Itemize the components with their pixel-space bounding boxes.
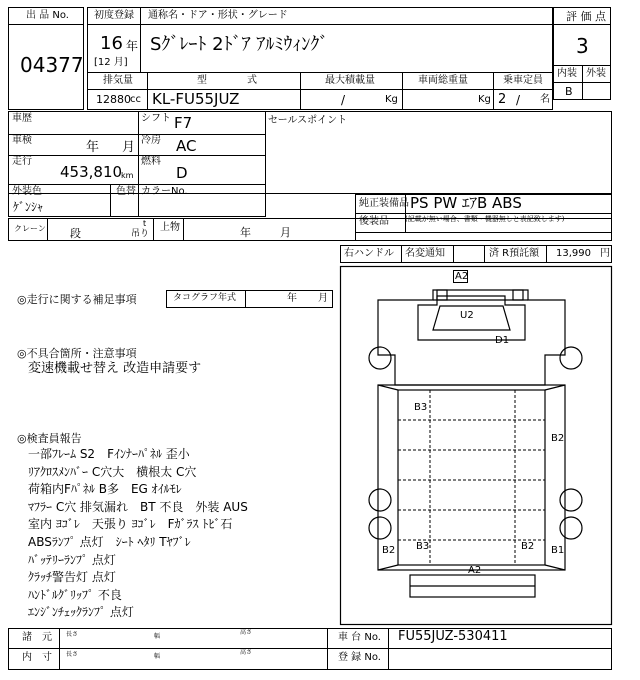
defect-text: 変速機載せ替え 改造申請要す [28, 361, 202, 376]
first-reg-month: [12 月] [94, 57, 128, 68]
max-load-label: 最大積載量 [325, 75, 375, 86]
year-unit: 年 [126, 39, 139, 53]
upload-month: 月 [280, 226, 291, 239]
inner-length-label: 長さ [66, 651, 79, 658]
fuel-label: 燃料 [141, 156, 161, 167]
eval-score: 3 [576, 34, 589, 58]
chassis-value: FU55JUZ-530411 [398, 629, 508, 644]
inspection-year: 年 [86, 140, 100, 155]
capacity-slash: / [516, 93, 521, 107]
sales-point-label: セールスポイント [268, 115, 348, 126]
model-name: Sｸﾞﾚｰﾄ 2ﾄﾞｱ ｱﾙﾐｳｨﾝｸﾞ [150, 34, 329, 55]
report-line: ﾏﾌﾗｰ C穴 排気漏れ BT 不良 外装 AUS [28, 499, 248, 514]
crane-t: t [143, 219, 147, 228]
cc-unit: cc [130, 94, 141, 105]
name-label: 通称名・ドア・形状・グレード [148, 10, 288, 21]
interior-label: 内装 [557, 68, 577, 79]
defect-label: ◎不具合箇所・注意事項 [17, 347, 137, 360]
chassis-label: 車 台 No. [338, 632, 381, 643]
exterior-label: 外装 [586, 68, 606, 79]
damage-mark-b2-right-bottom: B2 [521, 541, 535, 552]
capacity-unit: 名 [540, 94, 550, 105]
aftermarket-label: 後装品 [359, 216, 389, 227]
color-label: 外装色 [12, 186, 42, 197]
eval-label: 評 価 点 [566, 10, 606, 23]
damage-mark-b3-upper: B3 [414, 402, 428, 413]
mileage-label: 走行 [12, 156, 32, 167]
upload-label: 上物 [160, 222, 180, 233]
displacement-value: 12880 [96, 93, 131, 106]
report-line: ﾊﾝﾄﾞﾙｸﾞﾘｯﾌﾟ 不良 [28, 587, 122, 602]
history-label: 車歴 [12, 113, 32, 124]
displacement-label: 排気量 [103, 75, 133, 86]
recycle-value: 13,990 [556, 248, 591, 259]
capacity-label: 乗車定員 [503, 75, 543, 86]
gross-weight-unit: Kg [478, 94, 491, 105]
yen-unit: 円 [600, 248, 610, 259]
inner-width-label: 幅 [154, 653, 161, 660]
capacity-value: 2 [498, 92, 507, 107]
color-value: ｹﾞﾝｼｬ [13, 200, 44, 214]
max-load-slash: / [341, 93, 346, 107]
registration-label: 登 録 No. [338, 652, 381, 663]
report-line: 荷箱内Fﾊﾟﾈﾙ B多 EG ｵｲﾙﾓﾚ [28, 482, 182, 497]
first-reg-year: 16 [100, 33, 123, 54]
inspection-label: 車検 [12, 135, 32, 146]
report-line: ﾘｱｸﾛｽﾒﾝﾊﾞｰ C穴大 横根太 C穴 [28, 464, 197, 479]
damage-mark-b2-right: B2 [551, 433, 565, 444]
damage-mark-d1: D1 [495, 335, 510, 346]
report-line: ABSﾗﾝﾌﾟ 点灯 ｼｰﾄ ﾍﾀﾘ Tﾔﾌﾞﾚ [28, 534, 191, 549]
color-change-label: 色替 [116, 186, 136, 197]
first-reg-label: 初度登録 [94, 10, 134, 21]
aircon-value: AC [176, 137, 197, 155]
spec-width-label: 幅 [154, 633, 161, 640]
equipment-label: 純正装備品 [359, 198, 409, 209]
damage-mark-b3-lower: B3 [416, 541, 430, 552]
model-code-value: KL-FU55JUZ [152, 90, 240, 108]
tachograph-label: タコグラフ年式 [173, 293, 237, 303]
model-code-label: 型 式 [197, 75, 257, 86]
report-line: ｸﾗｯﾁ警告灯 点灯 [28, 570, 116, 585]
tachograph-year: 年 [287, 293, 297, 304]
inspector-report [28, 446, 328, 622]
name-change-flag: 名変通知 [405, 248, 445, 259]
report-line: 室内 ﾖｺﾞﾚ 天張り ﾖｺﾞﾚ Fｶﾞﾗｽ ﾄﾋﾞ石 [28, 517, 233, 532]
spec-height-label: 高さ [240, 629, 253, 636]
aircon-label: 冷房 [141, 135, 161, 146]
upload-year: 年 [240, 226, 251, 239]
report-line: 一部ﾌﾚｰﾑ S2 Fｲﾝﾅｰﾊﾟﾈﾙ 歪小 [28, 447, 190, 461]
max-load-unit: Kg [385, 94, 398, 105]
aftermarket-note: (記載が無い場合、書類・機器無しと表記致します) [405, 215, 565, 223]
km-unit: km [121, 171, 134, 180]
crane-label: クレーン [14, 224, 46, 233]
lot-number: 04377 [20, 53, 84, 77]
inner-height-label: 高さ [240, 649, 253, 656]
inspector-label: ◎検査員報告 [17, 432, 82, 445]
fuel-value: D [176, 164, 188, 182]
color-no-label: カラーNo. [141, 186, 188, 197]
gross-weight-label: 車両総重量 [418, 75, 468, 86]
rhd-flag: 右ハンドル [344, 248, 394, 259]
crane-hang: 吊り [131, 229, 150, 239]
shift-value: F7 [174, 114, 193, 132]
lot-label: 出 品 No. [26, 10, 69, 21]
damage-mark-b2-left-bottom: B2 [382, 545, 396, 556]
recycle-label: 済 R預託額 [489, 248, 540, 259]
damage-mark-a2-bottom: A2 [468, 565, 482, 576]
spec-label: 諸 元 [22, 632, 52, 643]
interior-grade: B [565, 85, 573, 98]
damage-mark-a2-top: A2 [455, 271, 469, 282]
inspection-month: 月 [122, 140, 136, 155]
crane-stage: 段 [70, 227, 81, 240]
equipment-value: PS PW ｴｱB ABS [410, 194, 522, 212]
mileage-value: 453,810 [60, 163, 123, 181]
damage-mark-b1: B1 [551, 545, 565, 556]
spec-length-label: 長さ [66, 631, 79, 638]
report-line: ﾊﾞｯﾃﾘｰﾗﾝﾌﾟ 点灯 [28, 552, 116, 567]
damage-mark-u2: U2 [460, 310, 474, 321]
shift-label: シフト [141, 113, 171, 124]
tachograph-month: 月 [318, 293, 328, 304]
report-line: ｴﾝｼﾞﾝﾁｪｯｸﾗﾝﾌﾟ 点灯 [28, 605, 134, 620]
supplement-label: ◎走行に関する補足事項 [17, 293, 137, 306]
inner-dim-label: 内 寸 [22, 652, 52, 663]
